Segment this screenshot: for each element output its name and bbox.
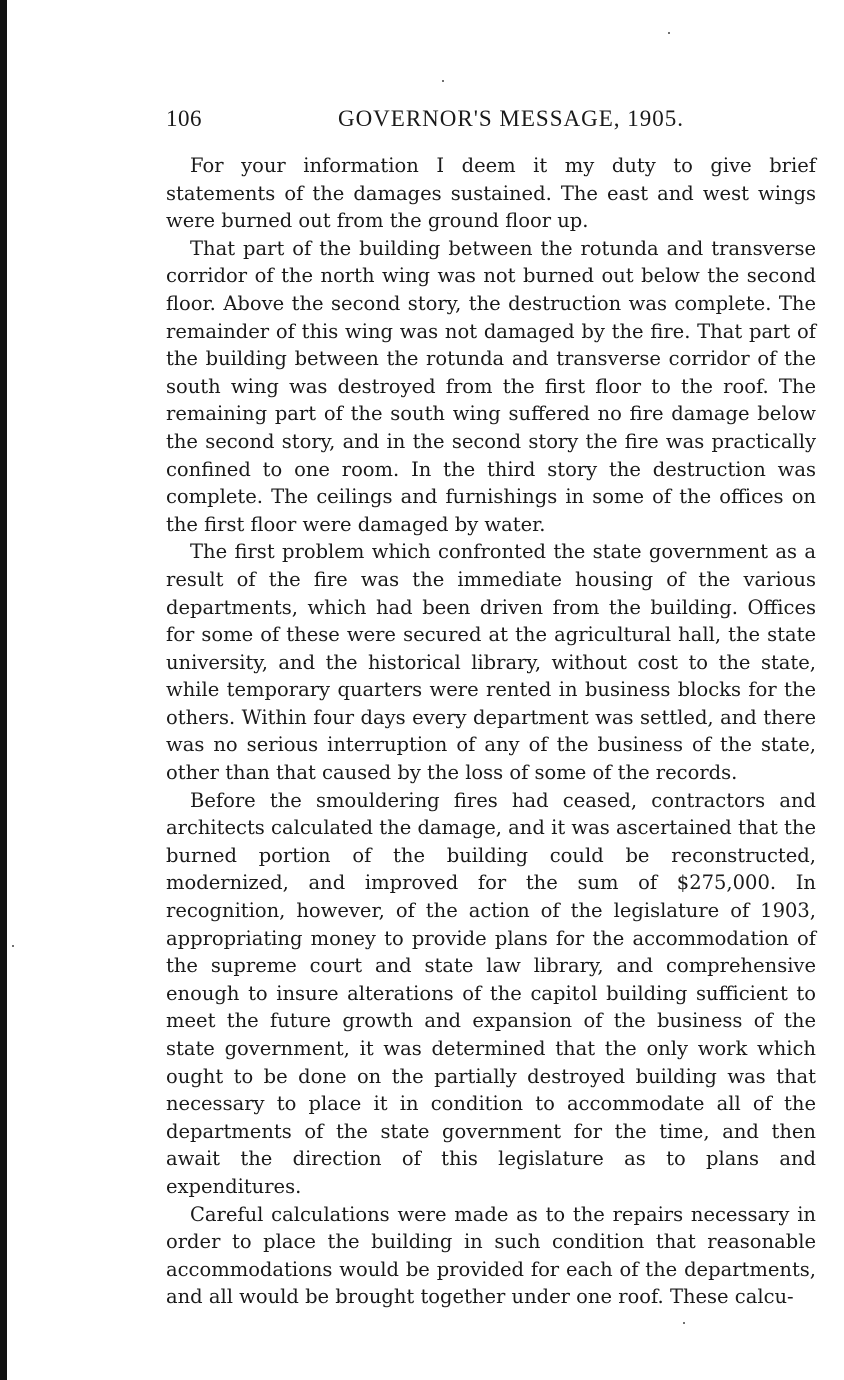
body-text (166, 152, 816, 1311)
paragraph: That part of the building between the rotunda and transverse corridor of the north wing was not burned out below the second floor. Above the second story, the destruction was complete. The remainder of this wing was not damaged by the fire. That part of the building between the rotunda and transverse corridor of the south wing was destroyed from the first floor to the roof. The remaining part of the south wing suffered no fire damage below the second story, and in the second story the fire was practically confined to one room. In the third story the destruction was complete. The ceilings and furnishings in some of the offices on the first floor were damaged by water. (166, 236, 816, 536)
page-number: 106 (166, 106, 202, 131)
scan-speck (683, 1322, 685, 1324)
page-header (166, 104, 816, 140)
scan-speck (12, 945, 14, 947)
paragraph: For your information I deem it my duty to give brief statements of the damages sustained. The east and west wings were burned out from the ground floor up. (166, 154, 816, 233)
scan-speck (668, 32, 670, 34)
paragraph: Before the smouldering fires had ceased, contractors and architects calculated the damage, and it was ascertained that the burned portion of the building could be reconstructed, modernized, and improved for the sum of $275,000. In recognition, however, of the action of the legislature of 1903, appropriating money to provide plans for the accommodation of the supreme court and state law library, and comprehensive enough to insure alterations of the capitol building sufficient to meet the future growth and expansion of the business of the state government, it was determined that the only work which ought to be done on the partially destroyed building was that necessary to place it in condition to accommodate all of the departments of the state government for the time, and then await the direction of this legislature as to plans and expenditures. (166, 788, 816, 1198)
paragraph: The first problem which confronted the state government as a result of the fire was the immediate housing of the various departments, which had been driven from the building. Offices for some of these were secured at the agricultural hall, the state university, and the historical library, without cost to the state, while temporary quarters were rented in business blocks for the others. Within four days every department was settled, and there was no serious interruption of any of the business of the state, other than that caused by the loss of some of the records. (166, 540, 816, 785)
running-title: GOVERNOR'S MESSAGE, 1905. (337, 106, 685, 131)
scan-left-edge (0, 0, 7, 1380)
document-page (166, 104, 816, 1311)
scan-speck (442, 80, 444, 82)
paragraph: Careful calculations were made as to the repairs necessary in order to place the building in such condition that reasonable accommodations would be provided for each of the departments, and all would be brought together under one roof. These calcu- (166, 1202, 816, 1309)
